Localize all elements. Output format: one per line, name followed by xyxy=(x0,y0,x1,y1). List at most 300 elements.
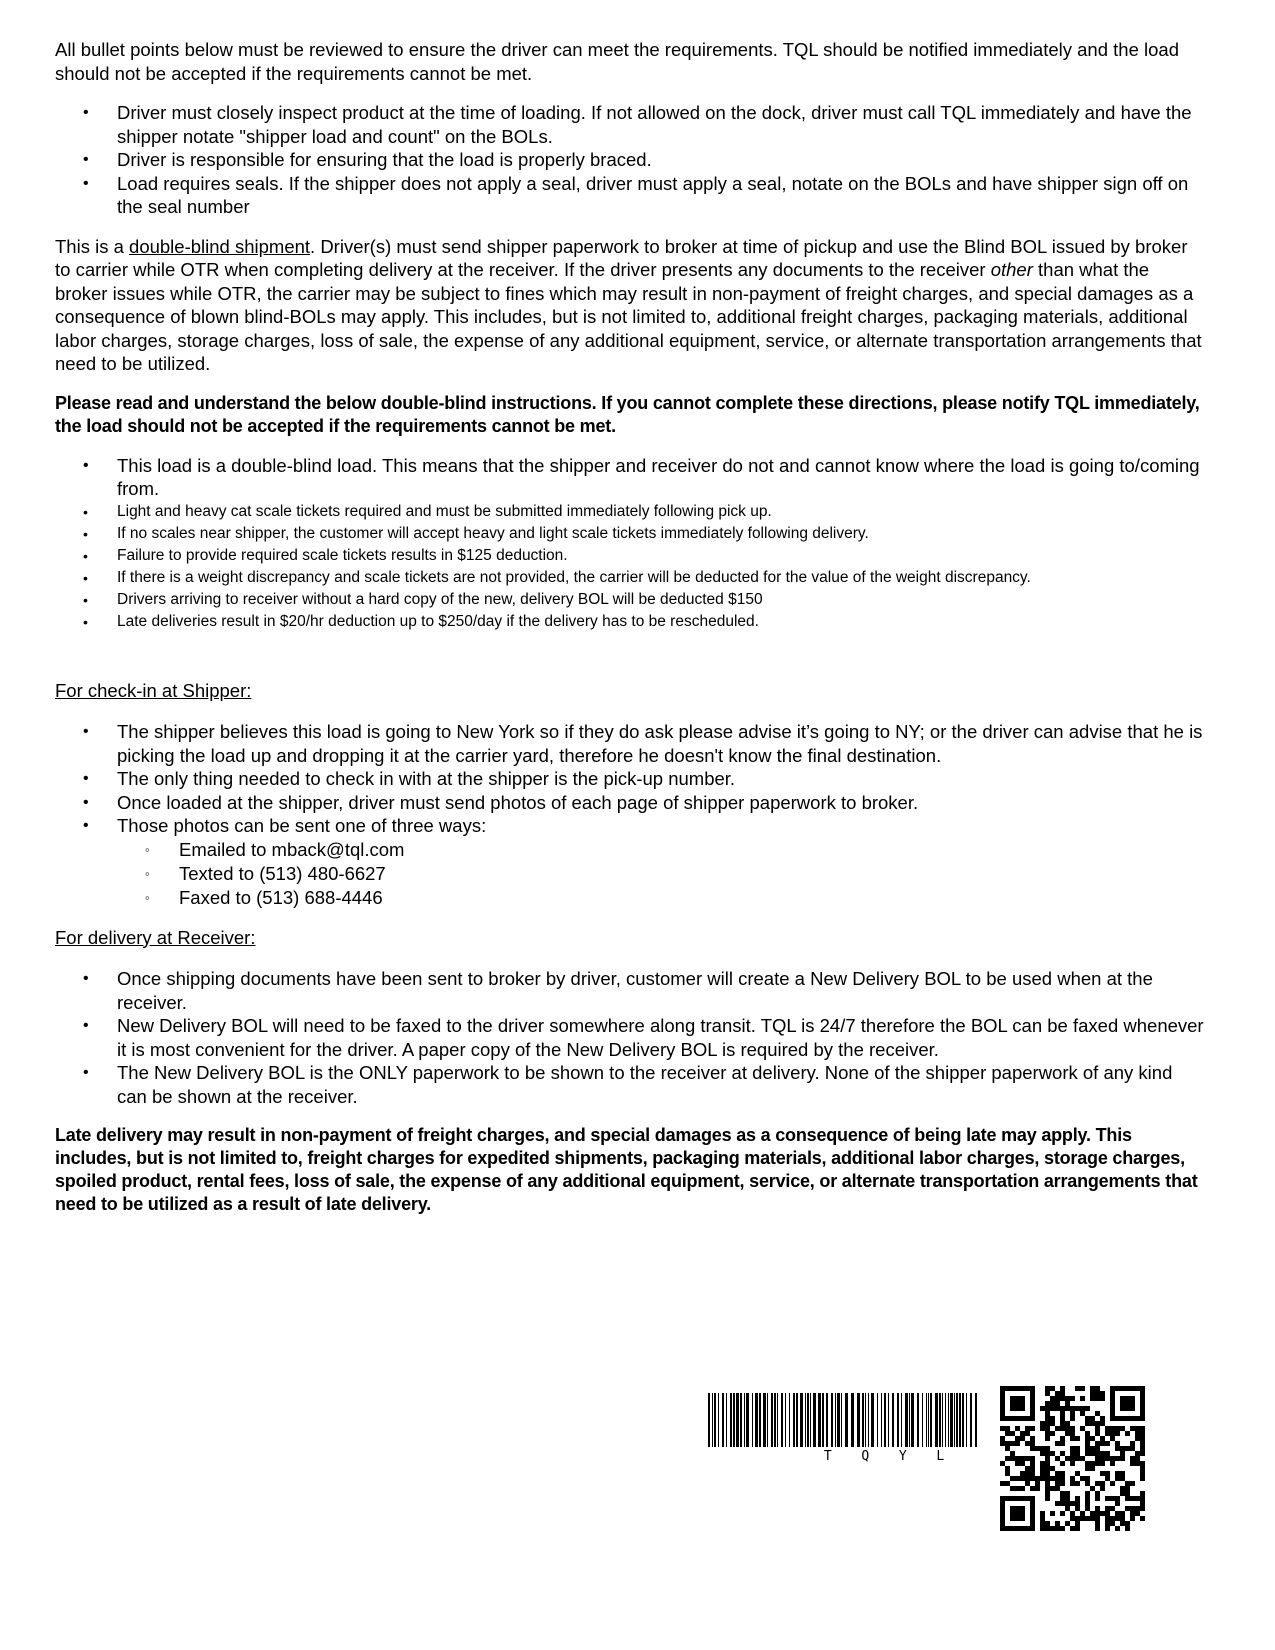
list-item: • Drivers arriving to receiver without a hard copy of the new, delivery BOL will be deducted $150 xyxy=(55,589,1205,611)
qr-module xyxy=(1140,1431,1145,1436)
qr-module xyxy=(1015,1436,1020,1441)
barcode-bar xyxy=(935,1393,938,1447)
barcode-char: L xyxy=(936,1449,947,1464)
qr-module xyxy=(1065,1456,1070,1461)
qr-module xyxy=(1090,1391,1095,1396)
qr-module xyxy=(1115,1471,1120,1476)
qr-module xyxy=(1085,1446,1090,1451)
qr-module xyxy=(1045,1446,1050,1451)
qr-module xyxy=(1110,1426,1115,1431)
photo-method-fax: ◦ Faxed to (513) 688-4446 xyxy=(117,886,1205,910)
qr-module xyxy=(1135,1511,1140,1516)
qr-module xyxy=(1050,1476,1055,1481)
qr-module xyxy=(1075,1506,1080,1511)
qr-module xyxy=(1045,1481,1050,1486)
qr-module xyxy=(1110,1516,1115,1521)
qr-module xyxy=(1050,1401,1055,1406)
qr-module xyxy=(1025,1481,1030,1486)
qr-module xyxy=(1135,1431,1140,1436)
qr-module xyxy=(1125,1506,1130,1511)
qr-module xyxy=(1095,1506,1100,1511)
barcode-bar xyxy=(888,1393,889,1447)
qr-module xyxy=(1040,1446,1045,1451)
qr-module xyxy=(1085,1421,1090,1426)
qr-module xyxy=(1010,1451,1015,1456)
qr-module xyxy=(1055,1521,1060,1526)
qr-module xyxy=(1110,1496,1115,1501)
barcode-bar xyxy=(826,1393,828,1447)
qr-module xyxy=(1005,1481,1010,1486)
qr-module xyxy=(1100,1451,1105,1456)
qr-module xyxy=(1065,1431,1070,1436)
barcode-bar xyxy=(897,1393,899,1447)
qr-module xyxy=(1040,1511,1045,1516)
qr-module xyxy=(1130,1506,1135,1511)
qr-module xyxy=(1120,1511,1125,1516)
barcode-bar xyxy=(837,1393,840,1447)
qr-module xyxy=(1070,1446,1075,1451)
barcode-bar xyxy=(851,1393,854,1447)
qr-module xyxy=(1095,1481,1100,1486)
qr-module xyxy=(1055,1396,1060,1401)
paragraph-text: than what the broker issues while OTR, the carrier may be subject to fines which may result in non-payment of freight charges, and special damages as a consequence of blown blind-BOLs may apply. This includes, but is not limited to, additional freight charges, packaging materials, additional labor charges, storage charges, loss of sale, the expense of any additional equipment, service, or alternate transportation arrangements that need to be utilized. xyxy=(55,259,1202,374)
qr-module xyxy=(1120,1456,1125,1461)
qr-module xyxy=(1100,1486,1105,1491)
barcode-bar xyxy=(975,1393,977,1447)
qr-module xyxy=(1055,1391,1060,1396)
qr-module xyxy=(1095,1426,1100,1431)
qr-module xyxy=(1040,1526,1045,1531)
barcode-bar xyxy=(930,1393,932,1447)
qr-module xyxy=(1030,1446,1035,1451)
qr-module xyxy=(1095,1526,1100,1531)
qr-module xyxy=(1130,1441,1135,1446)
qr-module xyxy=(1140,1451,1145,1456)
qr-module xyxy=(1060,1491,1065,1496)
qr-module xyxy=(1140,1491,1145,1496)
intro-bullet-list xyxy=(55,101,1205,219)
barcode-bar xyxy=(722,1393,724,1447)
qr-module xyxy=(1060,1471,1065,1476)
qr-module xyxy=(1115,1516,1120,1521)
qr-module xyxy=(1135,1506,1140,1511)
qr-module xyxy=(1100,1471,1105,1476)
qr-module xyxy=(1065,1496,1070,1501)
barcode-bar xyxy=(917,1393,919,1447)
qr-module xyxy=(1050,1526,1055,1531)
qr-module xyxy=(1070,1476,1075,1481)
qr-module xyxy=(1040,1516,1045,1521)
barcode-bar xyxy=(954,1393,955,1447)
barcode-bars xyxy=(708,1393,980,1447)
qr-module xyxy=(1070,1461,1075,1466)
qr-module xyxy=(1125,1521,1130,1526)
barcode-bar xyxy=(922,1393,923,1447)
barcode-bar xyxy=(712,1393,713,1447)
qr-module xyxy=(1115,1476,1120,1481)
qr-module xyxy=(1050,1396,1055,1401)
barcode-bar xyxy=(831,1393,833,1447)
qr-module xyxy=(1090,1461,1095,1466)
qr-module xyxy=(1065,1506,1070,1511)
qr-module xyxy=(1055,1501,1060,1506)
barcode-bar xyxy=(718,1393,719,1447)
qr-module xyxy=(1070,1436,1075,1441)
qr-module xyxy=(1085,1441,1090,1446)
barcode-bar xyxy=(905,1393,908,1447)
qr-module xyxy=(1060,1386,1065,1391)
qr-module xyxy=(1115,1501,1120,1506)
qr-module xyxy=(1100,1416,1105,1421)
barcode-bar xyxy=(950,1393,953,1447)
barcode-bar xyxy=(928,1393,929,1447)
qr-module xyxy=(1105,1451,1110,1456)
double-blind-notice: Please read and understand the below double-blind instructions. If you cannot complete these directions, please notify TQL immediately, the load should not be accepted if the requirements cannot be met. xyxy=(55,392,1200,436)
qr-module xyxy=(1005,1471,1010,1476)
qr-module xyxy=(1075,1436,1080,1441)
barcode-bar xyxy=(892,1393,894,1447)
qr-module xyxy=(1050,1406,1055,1411)
barcode-bar xyxy=(926,1393,927,1447)
qr-module xyxy=(1070,1451,1075,1456)
qr-module xyxy=(1095,1491,1100,1496)
qr-module xyxy=(1105,1426,1110,1431)
qr-module xyxy=(1075,1446,1080,1451)
qr-module xyxy=(1095,1411,1100,1416)
qr-module xyxy=(1000,1426,1005,1431)
qr-module xyxy=(1105,1496,1110,1501)
qr-module xyxy=(1005,1426,1010,1431)
qr-module xyxy=(1080,1396,1085,1401)
qr-module xyxy=(1100,1461,1105,1466)
qr-module xyxy=(1020,1431,1025,1436)
qr-module xyxy=(1045,1521,1050,1526)
qr-module xyxy=(1060,1476,1065,1481)
qr-module xyxy=(1070,1416,1075,1421)
qr-module xyxy=(1080,1411,1085,1416)
qr-module xyxy=(1105,1441,1110,1446)
qr-module xyxy=(1125,1431,1130,1436)
barcode-bar xyxy=(763,1393,766,1447)
qr-module xyxy=(1055,1486,1060,1491)
qr-module xyxy=(1000,1481,1005,1486)
qr-module xyxy=(1115,1511,1120,1516)
qr-module xyxy=(1045,1496,1050,1501)
qr-module xyxy=(1125,1496,1130,1501)
qr-module xyxy=(1010,1431,1015,1436)
qr-module xyxy=(1140,1446,1145,1451)
qr-module xyxy=(1090,1466,1095,1471)
barcode-bar xyxy=(744,1393,745,1447)
spacer xyxy=(55,649,1205,679)
qr-module xyxy=(1050,1511,1055,1516)
qr-module xyxy=(1030,1461,1035,1466)
barcode-bar xyxy=(966,1393,967,1447)
qr-module xyxy=(1120,1486,1125,1491)
qr-module xyxy=(1110,1521,1115,1526)
qr-module xyxy=(1040,1466,1045,1471)
qr-module xyxy=(1065,1521,1070,1526)
qr-module xyxy=(1060,1461,1065,1466)
barcode-bar xyxy=(781,1393,783,1447)
qr-module xyxy=(1085,1516,1090,1521)
double-blind-paragraph xyxy=(55,235,1205,376)
qr-module xyxy=(1140,1466,1145,1471)
qr-module xyxy=(1010,1486,1015,1491)
qr-module xyxy=(1105,1526,1110,1531)
photo-method-email: ◦ Emailed to mback@tql.com xyxy=(117,838,1205,862)
qr-module xyxy=(1060,1421,1065,1426)
barcode-bar xyxy=(857,1393,860,1447)
barcode-bar xyxy=(835,1393,836,1447)
qr-module xyxy=(1110,1431,1115,1436)
qr-module xyxy=(1060,1451,1065,1456)
barcode-bar xyxy=(945,1393,946,1447)
qr-module xyxy=(1110,1461,1115,1466)
late-delivery-notice: Late delivery may result in non-payment of freight charges, and special damages as a consequence of being late may apply. This includes, but is not limited to, freight charges for expedited shipments, packaging materials, additional labor charges, storage charges, spoiled product, rental fees, loss of sale, the expense of any additional equipment, service, or alternate transportation arrangements that need to be utilized as a result of late delivery. xyxy=(55,1125,1198,1214)
qr-module xyxy=(1075,1516,1080,1521)
qr-module xyxy=(1010,1396,1025,1411)
barcode-bar xyxy=(785,1393,786,1447)
qr-module xyxy=(1045,1486,1050,1491)
qr-module xyxy=(1060,1481,1065,1486)
qr-module xyxy=(1140,1436,1145,1441)
qr-module xyxy=(1095,1521,1100,1526)
qr-module xyxy=(1105,1521,1110,1526)
list-item: • Once shipping documents have been sent to broker by driver, customer will create a New Delivery BOL to be used when at the receiver. xyxy=(55,967,1205,1014)
qr-module xyxy=(1070,1426,1075,1431)
qr-module xyxy=(1070,1481,1075,1486)
qr-module xyxy=(1115,1431,1120,1436)
qr-module xyxy=(1000,1461,1005,1466)
qr-module xyxy=(1140,1426,1145,1431)
qr-module xyxy=(1140,1501,1145,1506)
qr-module xyxy=(1090,1446,1095,1451)
qr-module xyxy=(1015,1486,1020,1491)
qr-module xyxy=(1140,1496,1145,1501)
qr-module xyxy=(1095,1396,1100,1401)
barcode-bar xyxy=(736,1393,739,1447)
barcode-bar xyxy=(733,1393,735,1447)
qr-module xyxy=(1060,1411,1065,1416)
qr-module xyxy=(1060,1436,1065,1441)
list-item: • Load requires seals. If the shipper does not apply a seal, driver must apply a seal, notate on the BOLs and have shipper sign off on the seal number xyxy=(55,172,1205,219)
qr-module xyxy=(1095,1421,1100,1426)
qr-module xyxy=(1120,1476,1125,1481)
qr-module xyxy=(1075,1481,1080,1486)
qr-module xyxy=(1010,1456,1015,1461)
barcode-bar xyxy=(942,1393,943,1447)
qr-module xyxy=(1060,1396,1065,1401)
qr-module xyxy=(1005,1466,1010,1471)
qr-module xyxy=(1015,1426,1020,1431)
qr-module xyxy=(1030,1436,1035,1441)
barcode-bar xyxy=(752,1393,753,1447)
qr-module xyxy=(1020,1436,1025,1441)
qr-module xyxy=(1140,1441,1145,1446)
qr-module xyxy=(1075,1496,1080,1501)
qr-module xyxy=(1050,1421,1055,1426)
qr-module xyxy=(1095,1461,1100,1466)
qr-module xyxy=(1020,1471,1025,1476)
qr-module xyxy=(1060,1406,1065,1411)
qr-module xyxy=(1030,1471,1035,1476)
list-item: • New Delivery BOL will need to be faxed to the driver somewhere along transit. TQL is 24/7 therefore the BOL can be faxed whenever it is most convenient for the driver. A paper copy of the New Delivery BOL is required by the receiver. xyxy=(55,1014,1205,1061)
qr-module xyxy=(1080,1511,1085,1516)
qr-module xyxy=(1100,1421,1105,1426)
qr-module xyxy=(1080,1386,1085,1391)
qr-module xyxy=(1105,1456,1110,1461)
qr-module xyxy=(1045,1421,1050,1426)
qr-module xyxy=(1075,1501,1080,1506)
qr-module xyxy=(1060,1426,1065,1431)
qr-module xyxy=(1125,1491,1130,1496)
barcode-bar xyxy=(970,1393,972,1447)
barcode-bar xyxy=(730,1393,732,1447)
qr-module xyxy=(1035,1476,1040,1481)
qr-module xyxy=(1005,1456,1010,1461)
shipper-bullet-list xyxy=(55,720,1205,910)
qr-module xyxy=(1015,1476,1020,1481)
list-item: • Driver must closely inspect product at the time of loading. If not allowed on the dock, driver must call TQL immediately and have the shipper notate "shipper load and count" on the BOLs. xyxy=(55,101,1205,148)
qr-module xyxy=(1045,1391,1050,1396)
list-item: • The shipper believes this load is going to New York so if they do ask please advise it’s going to NY; or the driver can advise that he is picking the load up and dropping it at the carrier yard, therefore he doesn't know the final destination. xyxy=(55,720,1205,767)
qr-module xyxy=(1040,1476,1045,1481)
barcode-bar xyxy=(865,1393,866,1447)
qr-module xyxy=(1135,1456,1140,1461)
qr-module xyxy=(1025,1426,1030,1431)
qr-module xyxy=(1120,1471,1125,1476)
qr-module xyxy=(1090,1396,1095,1401)
qr-module xyxy=(1095,1511,1100,1516)
qr-module xyxy=(1050,1486,1055,1491)
barcode-bar xyxy=(726,1393,727,1447)
qr-module xyxy=(1110,1456,1115,1461)
qr-module xyxy=(1040,1521,1045,1526)
qr-module xyxy=(1140,1506,1145,1511)
qr-module xyxy=(1070,1501,1075,1506)
qr-module xyxy=(1125,1446,1130,1451)
qr-module xyxy=(1095,1451,1100,1456)
qr-module xyxy=(1135,1426,1140,1431)
qr-module xyxy=(1085,1476,1090,1481)
qr-module xyxy=(1045,1436,1050,1441)
barcode-bar xyxy=(714,1393,716,1447)
barcode-bar xyxy=(939,1393,941,1447)
qr-module xyxy=(1080,1476,1085,1481)
barcode-bar xyxy=(777,1393,778,1447)
qr-module xyxy=(1130,1446,1135,1451)
qr-module xyxy=(1090,1386,1095,1391)
barcode-bar xyxy=(909,1393,910,1447)
qr-module xyxy=(1025,1471,1030,1476)
qr-module xyxy=(1065,1426,1070,1431)
qr-module xyxy=(1040,1421,1045,1426)
barcode-bar xyxy=(746,1393,749,1447)
qr-module xyxy=(1120,1426,1125,1431)
qr-module xyxy=(1090,1516,1095,1521)
qr-module xyxy=(1105,1431,1110,1436)
qr-module xyxy=(1065,1421,1070,1426)
qr-module xyxy=(1085,1416,1090,1421)
qr-module xyxy=(1050,1416,1055,1421)
qr-module xyxy=(1135,1461,1140,1466)
qr-module xyxy=(1100,1436,1105,1441)
barcode-bar xyxy=(818,1393,821,1447)
qr-module xyxy=(1045,1476,1050,1481)
qr-module xyxy=(1030,1426,1035,1431)
paragraph-text: . Driver(s) must send shipper paperwork to broker at time of pickup and use the Blind BOL issued by broker to carrier while OTR when completing delivery at the receiver. If the driver presents any documents to the receiver xyxy=(55,235,1188,280)
paragraph-text: This is a xyxy=(55,235,130,257)
qr-module xyxy=(1015,1456,1020,1461)
qr-module xyxy=(1020,1476,1025,1481)
barcode-bar xyxy=(881,1393,882,1447)
barcode-bar xyxy=(959,1393,961,1447)
qr-module xyxy=(1135,1496,1140,1501)
qr-module xyxy=(1075,1471,1080,1476)
qr-module xyxy=(1055,1526,1060,1531)
qr-module xyxy=(1025,1441,1030,1446)
qr-module xyxy=(1045,1526,1050,1531)
qr-module xyxy=(1020,1486,1025,1491)
barcode-bar xyxy=(911,1393,914,1447)
qr-module xyxy=(1115,1496,1120,1501)
shipper-section-heading: For check-in at Shipper: xyxy=(55,679,252,701)
barcode-bar xyxy=(822,1393,824,1447)
qr-module xyxy=(1115,1456,1120,1461)
qr-module xyxy=(1010,1476,1015,1481)
qr-module xyxy=(1060,1526,1065,1531)
qr-module xyxy=(1045,1401,1050,1406)
qr-module xyxy=(1050,1451,1055,1456)
barcode-bar xyxy=(767,1393,768,1447)
barcode-bar xyxy=(948,1393,949,1447)
qr-module xyxy=(1060,1416,1065,1421)
qr-module xyxy=(1090,1416,1095,1421)
document-page xyxy=(55,38,1205,1216)
qr-module xyxy=(1035,1486,1040,1491)
emphasis-other: other xyxy=(990,259,1033,280)
qr-module xyxy=(1030,1456,1035,1461)
qr-module xyxy=(1015,1441,1020,1446)
qr-module xyxy=(1140,1476,1145,1481)
qr-module xyxy=(1025,1466,1030,1471)
receiver-bullet-list xyxy=(55,967,1205,1108)
barcode-bar xyxy=(868,1393,869,1447)
barcode-char: T xyxy=(823,1449,834,1464)
list-item: • Failure to provide required scale tickets results in $125 deduction. xyxy=(55,545,1205,567)
qr-module xyxy=(1005,1431,1010,1436)
barcode-bar xyxy=(884,1393,886,1447)
qr-module xyxy=(1100,1511,1105,1516)
qr-module xyxy=(1130,1426,1135,1431)
barcode-bar xyxy=(810,1393,811,1447)
qr-module xyxy=(1085,1496,1090,1501)
qr-module xyxy=(1030,1441,1035,1446)
barcode-bar xyxy=(871,1393,874,1447)
qr-module xyxy=(1080,1426,1085,1431)
qr-module xyxy=(1135,1451,1140,1456)
qr-module xyxy=(1135,1436,1140,1441)
qr-module xyxy=(1070,1431,1075,1436)
qr-module xyxy=(1095,1456,1100,1461)
barcode-char: Y xyxy=(898,1449,909,1464)
barcode-bar xyxy=(841,1393,842,1447)
double-blind-term: double-blind shipment xyxy=(129,235,311,257)
qr-module xyxy=(1090,1511,1095,1516)
list-item: • Driver is responsible for ensuring that the load is properly braced. xyxy=(55,148,1205,172)
qr-module xyxy=(1105,1471,1110,1476)
